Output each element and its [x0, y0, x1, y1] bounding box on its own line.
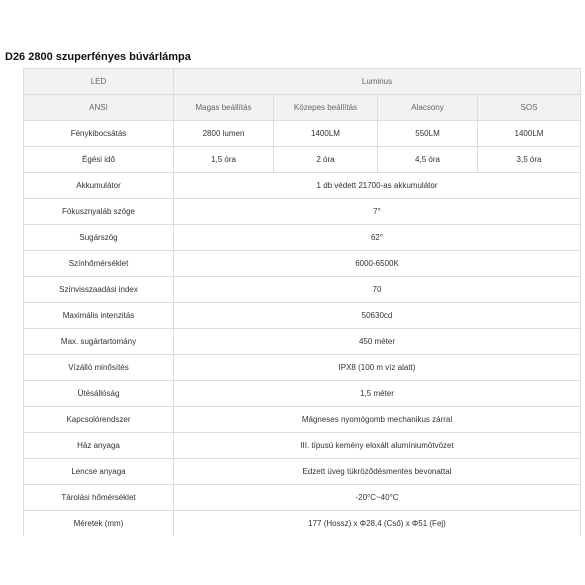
row-label: Kapcsolórendszer — [24, 407, 174, 433]
row-label: Tárolási hőmérséklet — [24, 485, 174, 511]
cell-value: 3,5 óra — [478, 147, 581, 173]
row-label: Ház anyaga — [24, 433, 174, 459]
table-row-led — [24, 69, 581, 95]
cell-value: Luminus — [174, 69, 581, 95]
row-label: Színvisszaadási index — [24, 277, 174, 303]
row-label: Vízálló minősítés — [24, 355, 174, 381]
row-label: Fénykibocsátás — [24, 121, 174, 147]
cell-value: 1400LM — [478, 121, 581, 147]
cell-value: 4,5 óra — [378, 147, 478, 173]
table-row — [24, 433, 581, 459]
table-row — [24, 303, 581, 329]
mode-header-high: Magas beállítás — [174, 95, 274, 121]
row-label: Ütésállóság — [24, 381, 174, 407]
cell-value: 2 óra — [274, 147, 378, 173]
cell-value: Edzett üveg tükröződésmentes bevonattal — [174, 459, 581, 485]
cell-value: 177 (Hossz) x Φ28,4 (Cső) x Φ51 (Fej) — [174, 511, 581, 537]
table-row — [24, 147, 581, 173]
table-row — [24, 485, 581, 511]
cell-value: 1,5 méter — [174, 381, 581, 407]
page-title: D26 2800 szuperfényes búvárlámpa — [5, 51, 191, 63]
table-row — [24, 381, 581, 407]
table-row — [24, 199, 581, 225]
row-label: Sugárszög — [24, 225, 174, 251]
table-row-ansi — [24, 95, 581, 121]
cell-value: 1 db védett 21700-as akkumulátor — [174, 173, 581, 199]
cell-value: 50630cd — [174, 303, 581, 329]
cell-value: 1,5 óra — [174, 147, 274, 173]
cell-value: 70 — [174, 277, 581, 303]
mode-header-low: Alacsony — [378, 95, 478, 121]
row-label: Lencse anyaga — [24, 459, 174, 485]
table-row — [24, 277, 581, 303]
cell-value: 450 méter — [174, 329, 581, 355]
cell-value: III. típusú kemény eloxált alumíniumötvözet — [174, 433, 581, 459]
cell-value: 550LM — [378, 121, 478, 147]
row-label: LED — [24, 69, 174, 95]
cell-value: 6000-6500K — [174, 251, 581, 277]
table-row — [24, 173, 581, 199]
row-label: Színhőmérséklet — [24, 251, 174, 277]
cell-value: -20°C~40°C — [174, 485, 581, 511]
spec-table — [23, 68, 581, 536]
table-row — [24, 511, 581, 537]
row-label: Maximális intenzitás — [24, 303, 174, 329]
table-row — [24, 121, 581, 147]
cell-value: 1400LM — [274, 121, 378, 147]
table-row — [24, 225, 581, 251]
mode-header-sos: SOS — [478, 95, 581, 121]
row-label: Max. sugártartomány — [24, 329, 174, 355]
cell-value: 7° — [174, 199, 581, 225]
row-label: ANSI — [24, 95, 174, 121]
row-label: Méretek (mm) — [24, 511, 174, 537]
cell-value: IPX8 (100 m víz alatt) — [174, 355, 581, 381]
table-row — [24, 407, 581, 433]
mode-header-medium: Közepes beállítás — [274, 95, 378, 121]
cell-value: Mágneses nyomógomb mechanikus zárral — [174, 407, 581, 433]
cell-value: 2800 lumen — [174, 121, 274, 147]
cell-value: 62° — [174, 225, 581, 251]
table-row — [24, 251, 581, 277]
table-row — [24, 459, 581, 485]
row-label: Égési idő — [24, 147, 174, 173]
row-label: Akkumulátor — [24, 173, 174, 199]
table-row — [24, 355, 581, 381]
table-row — [24, 329, 581, 355]
row-label: Fókusznyaláb szöge — [24, 199, 174, 225]
